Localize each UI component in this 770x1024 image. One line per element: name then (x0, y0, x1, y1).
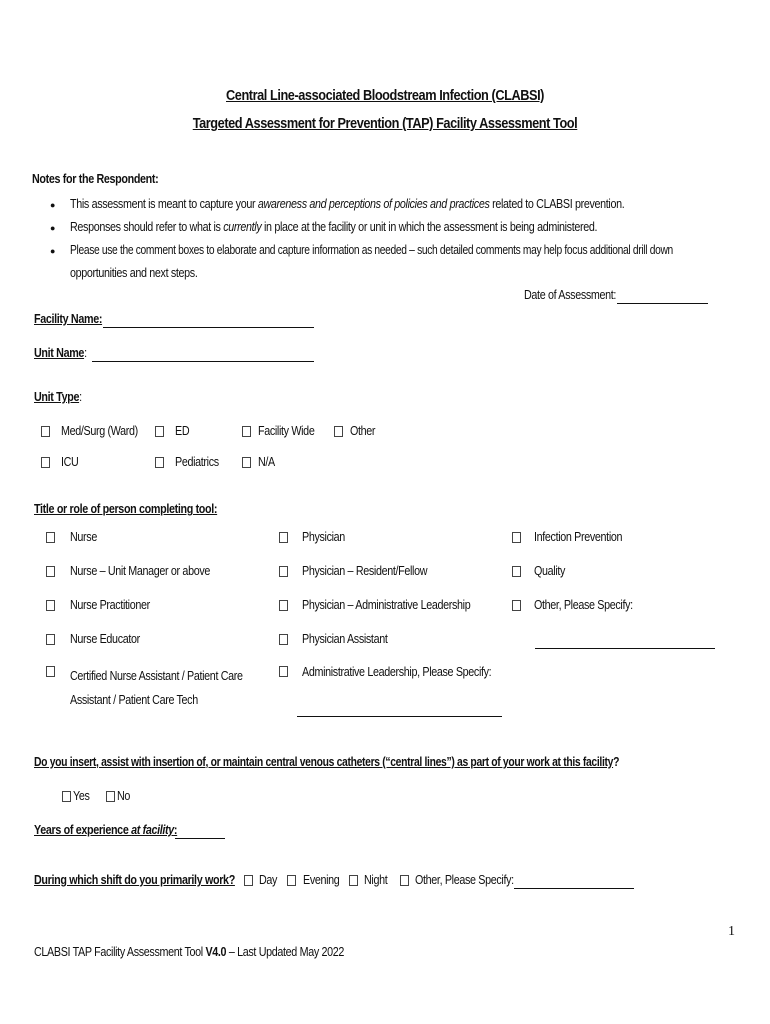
checkbox-facility-wide[interactable] (242, 426, 251, 437)
checkbox-other-role[interactable] (512, 600, 521, 611)
insert-question: Do you insert, assist with insertion of, or maintain central venous catheters (“central lines”) as part of your work at this facility? (34, 755, 620, 769)
checkbox-med-surg[interactable] (41, 426, 50, 437)
checkbox-icu[interactable] (41, 457, 50, 468)
unit-type-ed: ED (175, 424, 190, 438)
notes-heading: Notes for the Respondent: (32, 172, 159, 186)
checkbox-day[interactable] (244, 875, 253, 886)
facility-name-label: Facility Name: (34, 312, 103, 326)
checkbox-shift-other[interactable] (400, 875, 409, 886)
role-cna-line1: Certified Nurse Assistant / Patient Care (70, 669, 243, 683)
facility-name-field[interactable] (103, 327, 314, 328)
bullet-marker: ● (50, 200, 56, 210)
years-experience-label: Years of experience at facility: (34, 823, 178, 837)
shift-other-specify-field[interactable] (514, 888, 634, 889)
date-label: Date of Assessment: (524, 288, 617, 302)
role-nurse-practitioner: Nurse Practitioner (70, 598, 150, 612)
years-experience-field[interactable] (175, 838, 225, 839)
role-nurse-educator: Nurse Educator (70, 632, 140, 646)
role-other: Other, Please Specify: (534, 598, 633, 612)
unit-name-field[interactable] (92, 361, 314, 362)
checkbox-physician-admin[interactable] (279, 600, 288, 611)
checkbox-cna[interactable] (46, 666, 55, 677)
role-physician-admin: Physician – Administrative Leadership (302, 598, 471, 612)
role-physician-resident: Physician – Resident/Fellow (302, 564, 428, 578)
admin-leadership-specify-field[interactable] (297, 716, 502, 717)
checkbox-quality[interactable] (512, 566, 521, 577)
checkbox-yes[interactable] (62, 791, 71, 802)
unit-type-facility-wide: Facility Wide (258, 424, 315, 438)
bullet-marker: ● (50, 246, 56, 256)
unit-type-na: N/A (258, 455, 275, 469)
role-label: Title or role of person completing tool: (34, 502, 218, 516)
notes-bullet-1: This assessment is meant to capture your awareness and perceptions of policies and practices related to CLABSI prevention. (70, 197, 625, 211)
unit-type-label: Unit Type: (34, 390, 82, 404)
shift-other: Other, Please Specify: (415, 873, 514, 887)
shift-evening: Evening (303, 873, 340, 887)
unit-type-med-surg: Med/Surg (Ward) (61, 424, 138, 438)
role-nurse-manager: Nurse – Unit Manager or above (70, 564, 211, 578)
checkbox-night[interactable] (349, 875, 358, 886)
shift-label: During which shift do you primarily work? (34, 873, 235, 887)
footer-text: CLABSI TAP Facility Assessment Tool V4.0 – Last Updated May 2022 (34, 945, 345, 959)
notes-bullet-2: Responses should refer to what is currently in place at the facility or unit in which the assessment is being administered. (70, 220, 598, 234)
notes-bullet-3-line1: Please use the comment boxes to elaborate and capture information as needed – such detailed comments may help focus additional drill down (70, 243, 673, 257)
checkbox-physician-resident[interactable] (279, 566, 288, 577)
role-admin-leadership: Administrative Leadership, Please Specify: (302, 665, 492, 679)
role-physician: Physician (302, 530, 345, 544)
document-title-line1: Central Line-associated Bloodstream Infection (CLABSI) (226, 88, 544, 104)
page-number: 1 (728, 924, 735, 939)
checkbox-admin-leadership[interactable] (279, 666, 288, 677)
checkbox-no[interactable] (106, 791, 115, 802)
bullet-marker: ● (50, 223, 56, 233)
checkbox-other[interactable] (334, 426, 343, 437)
unit-type-other: Other (350, 424, 376, 438)
checkbox-pediatrics[interactable] (155, 457, 164, 468)
document-title-line2: Targeted Assessment for Prevention (TAP) Facility Assessment Tool (192, 116, 578, 132)
checkbox-evening[interactable] (287, 875, 296, 886)
notes-bullet-3-line2: opportunities and next steps. (70, 266, 198, 280)
other-role-specify-field[interactable] (535, 648, 715, 649)
role-physician-assistant: Physician Assistant (302, 632, 388, 646)
role-cna-line2: Assistant / Patient Care Tech (70, 693, 198, 707)
shift-night: Night (364, 873, 388, 887)
checkbox-physician[interactable] (279, 532, 288, 543)
checkbox-nurse-manager[interactable] (46, 566, 55, 577)
checkbox-nurse[interactable] (46, 532, 55, 543)
checkbox-infection-prevention[interactable] (512, 532, 521, 543)
role-nurse: Nurse (70, 530, 97, 544)
insert-yes-label: Yes (73, 789, 90, 803)
unit-name-label: Unit Name: (34, 346, 87, 360)
shift-day: Day (259, 873, 278, 887)
insert-no-label: No (117, 789, 131, 803)
checkbox-physician-assistant[interactable] (279, 634, 288, 645)
unit-type-icu: ICU (61, 455, 79, 469)
unit-type-pediatrics: Pediatrics (175, 455, 219, 469)
checkbox-nurse-educator[interactable] (46, 634, 55, 645)
checkbox-nurse-practitioner[interactable] (46, 600, 55, 611)
date-field[interactable] (617, 303, 708, 304)
checkbox-na[interactable] (242, 457, 251, 468)
role-infection-prevention: Infection Prevention (534, 530, 623, 544)
role-quality: Quality (534, 564, 566, 578)
checkbox-ed[interactable] (155, 426, 164, 437)
